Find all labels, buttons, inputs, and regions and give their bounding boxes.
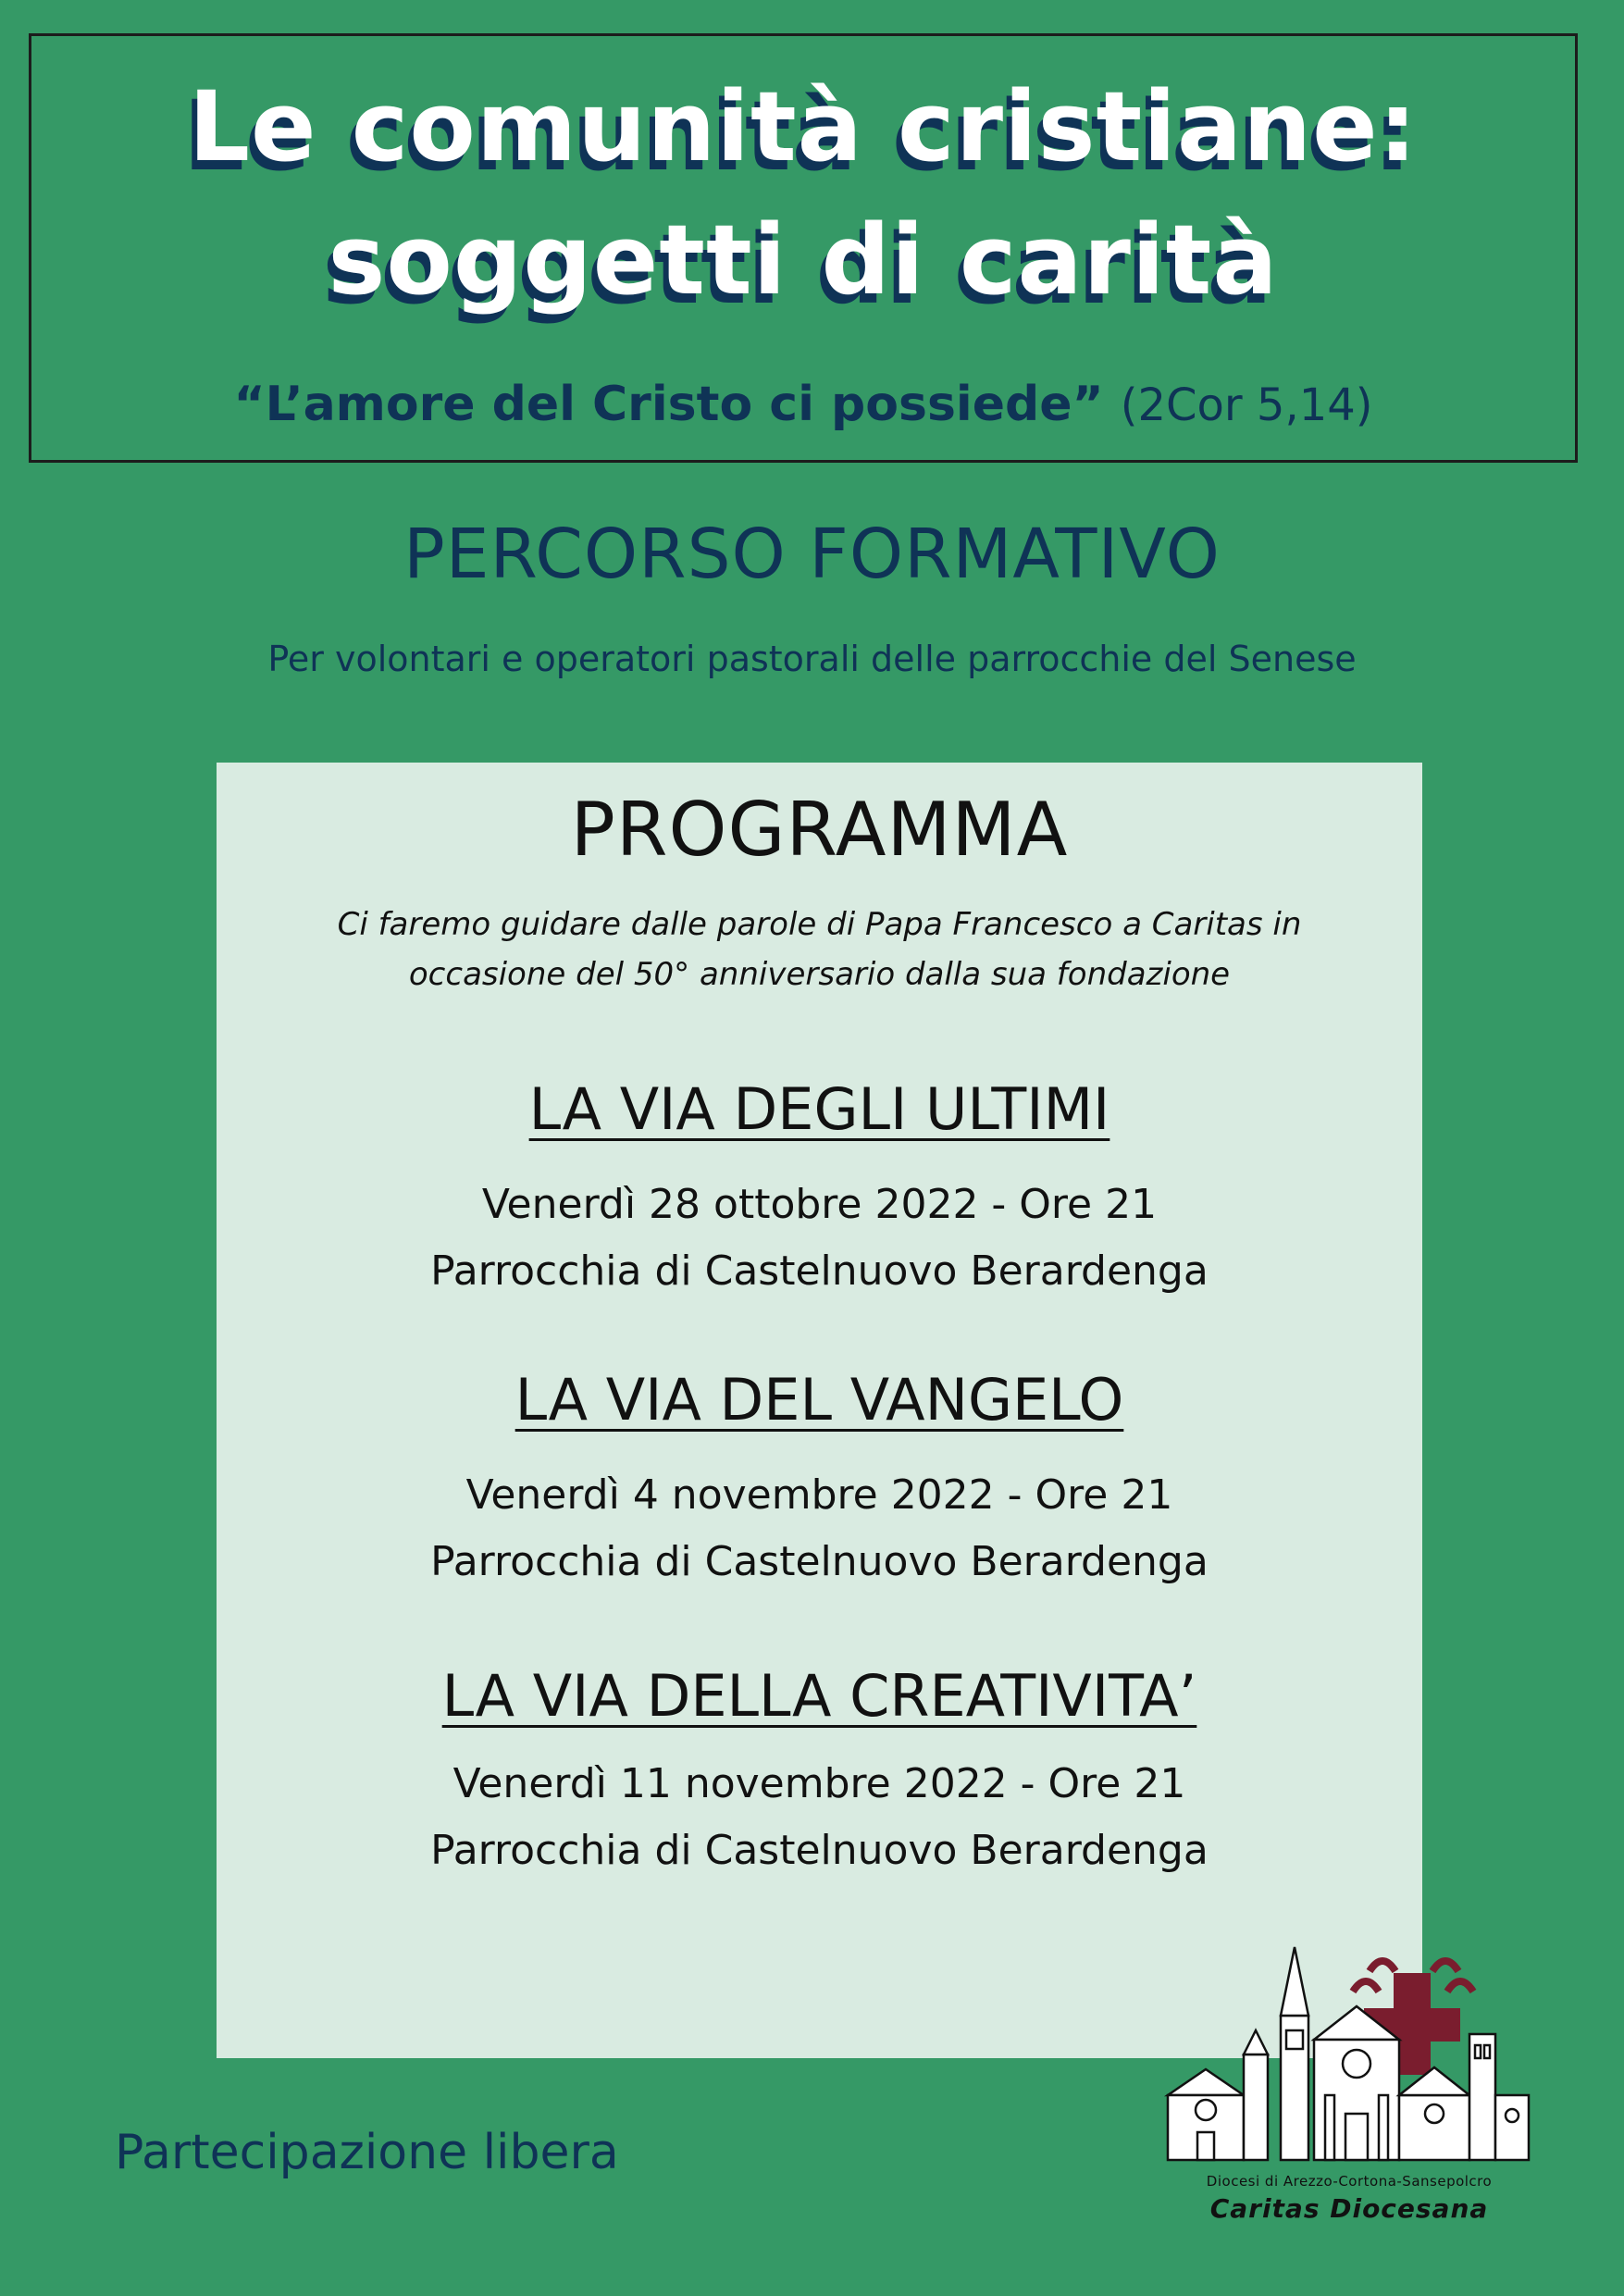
course-heading: PERCORSO FORMATIVO xyxy=(403,515,1221,594)
program-heading: PROGRAMMA xyxy=(570,787,1069,873)
session-3-title: LA VIA DELLA CREATIVITA’ xyxy=(441,1662,1197,1730)
quote-text: “L’amore del Cristo ci possiede” xyxy=(233,377,1104,432)
course-audience: Per volontari e operatori pastorali delle parrocchie del Senese xyxy=(267,639,1357,679)
title-line-2: soggetti di carità xyxy=(328,204,1279,316)
caritas-cross-churches-icon xyxy=(1155,1938,1543,2169)
program-intro-line-1: Ci faremo guidare dalle parole di Papa Francesco a Caritas in xyxy=(337,906,1302,943)
session-3-place: Parrocchia di Castelnuovo Berardenga xyxy=(430,1827,1209,1874)
session-2-title: LA VIA DEL VANGELO xyxy=(514,1366,1124,1433)
quote xyxy=(31,377,1575,432)
caritas-logo xyxy=(1155,1938,1543,2243)
session-2-place: Parrocchia di Castelnuovo Berardenga xyxy=(430,1538,1209,1585)
title-line-1: Le comunità cristiane: xyxy=(188,70,1419,183)
program-intro-line-2: occasione del 50° anniversario dalla sua fondazione xyxy=(408,956,1231,993)
session-1-date: Venerdì 28 ottobre 2022 - Ore 21 xyxy=(481,1181,1158,1228)
session-3-date: Venerdì 11 novembre 2022 - Ore 21 xyxy=(452,1760,1186,1807)
participation-note: Partecipazione libera xyxy=(115,2125,619,2180)
logo-diocese-text: Diocesi di Arezzo-Cortona-Sansepolcro xyxy=(1206,2173,1493,2190)
program-box xyxy=(217,763,1422,2058)
session-1-title: LA VIA DEGLI ULTIMI xyxy=(528,1075,1110,1143)
session-1-place: Parrocchia di Castelnuovo Berardenga xyxy=(430,1247,1209,1295)
logo-name-text: Caritas Diocesana xyxy=(1209,2193,1489,2224)
title-box xyxy=(29,33,1578,463)
program-intro xyxy=(217,900,1422,999)
quote-reference: (2Cor 5,14) xyxy=(1120,379,1373,431)
session-2-date: Venerdì 4 novembre 2022 - Ore 21 xyxy=(465,1471,1173,1519)
